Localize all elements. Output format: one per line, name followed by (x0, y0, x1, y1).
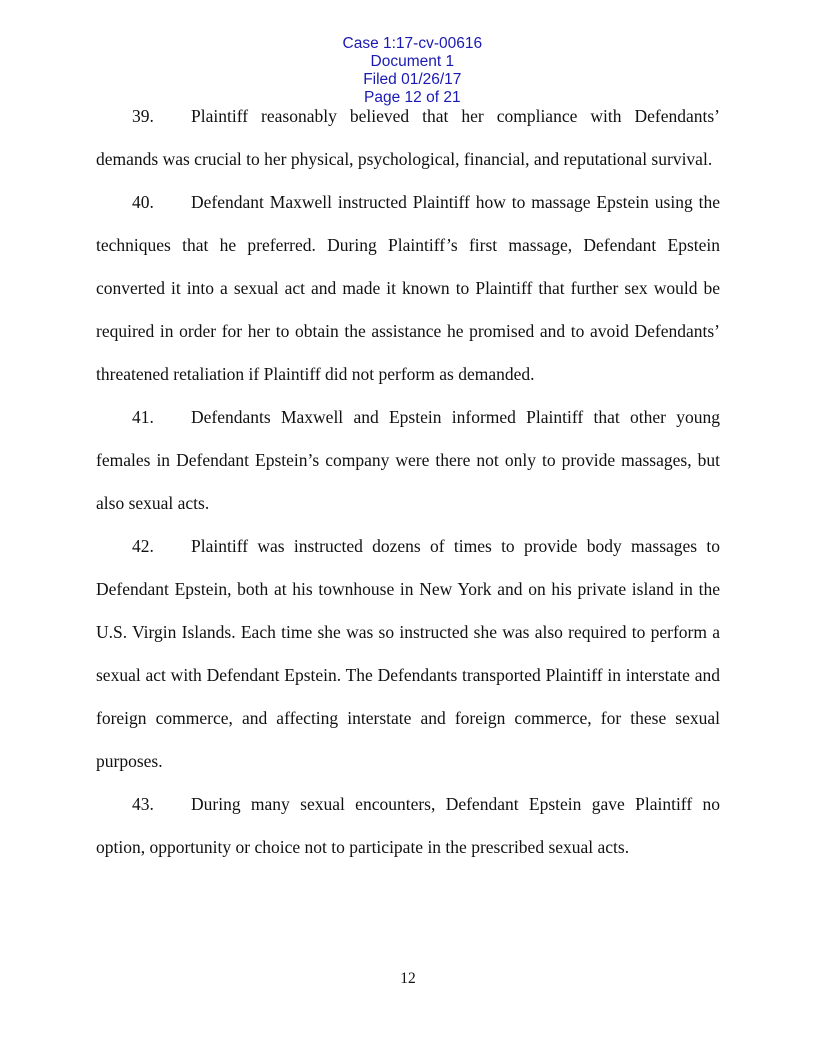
paragraph-number: 41. (132, 407, 154, 427)
page-number: 12 (400, 970, 416, 987)
paragraph-text: During many sexual encounters, Defendant Epstein gave Plaintiff no option, opportunity or choice not to participate in the prescribed sexual acts. (96, 794, 720, 857)
filed-date: Filed 01/26/17 (363, 71, 462, 88)
page-indicator: Page 12 of 21 (364, 89, 461, 106)
paragraph-text: Defendants Maxwell and Epstein informed Plaintiff that other young females in Defendant Epstein’s company were there not only to provide massages, but also sexual acts. (96, 407, 720, 513)
paragraph-39 (96, 95, 720, 181)
document-number: Document 1 (370, 53, 455, 70)
paragraph-40 (96, 181, 720, 396)
case-number: Case 1:17-cv-00616 (342, 35, 483, 52)
paragraph-number: 43. (132, 794, 154, 814)
paragraph-43 (96, 783, 720, 869)
paragraph-number: 40. (132, 192, 154, 212)
paragraph-text: Plaintiff reasonably believed that her compliance with Defendants’ demands was crucial to her physical, psychological, financial, and reputational survival. (96, 106, 720, 169)
paragraph-41 (96, 396, 720, 525)
paragraph-text: Plaintiff was instructed dozens of times to provide body massages to Defendant Epstein, both at his townhouse in New York and on his private island in the U.S. Virgin Islands. Each time she was so instructed she was also required to perform a sexual act with Defendant Epstein. The Defendants transported Plaintiff in interstate and foreign commerce, and affecting interstate and foreign commerce, for these sexual purposes. (96, 536, 720, 771)
paragraph-text: Defendant Maxwell instructed Plaintiff how to massage Epstein using the techniques that he preferred. During Plaintiff’s first massage, Defendant Epstein converted it into a sexual act and made it known to Plaintiff that further sex would be required in order for her to obtain the assistance he promised and to avoid Defendants’ threatened retaliation if Plaintiff did not perform as demanded. (96, 192, 720, 384)
paragraph-42 (96, 525, 720, 783)
paragraph-number: 42. (132, 536, 154, 556)
case-header (0, 17, 816, 107)
paragraph-number: 39. (132, 106, 154, 126)
document-body (96, 95, 720, 869)
